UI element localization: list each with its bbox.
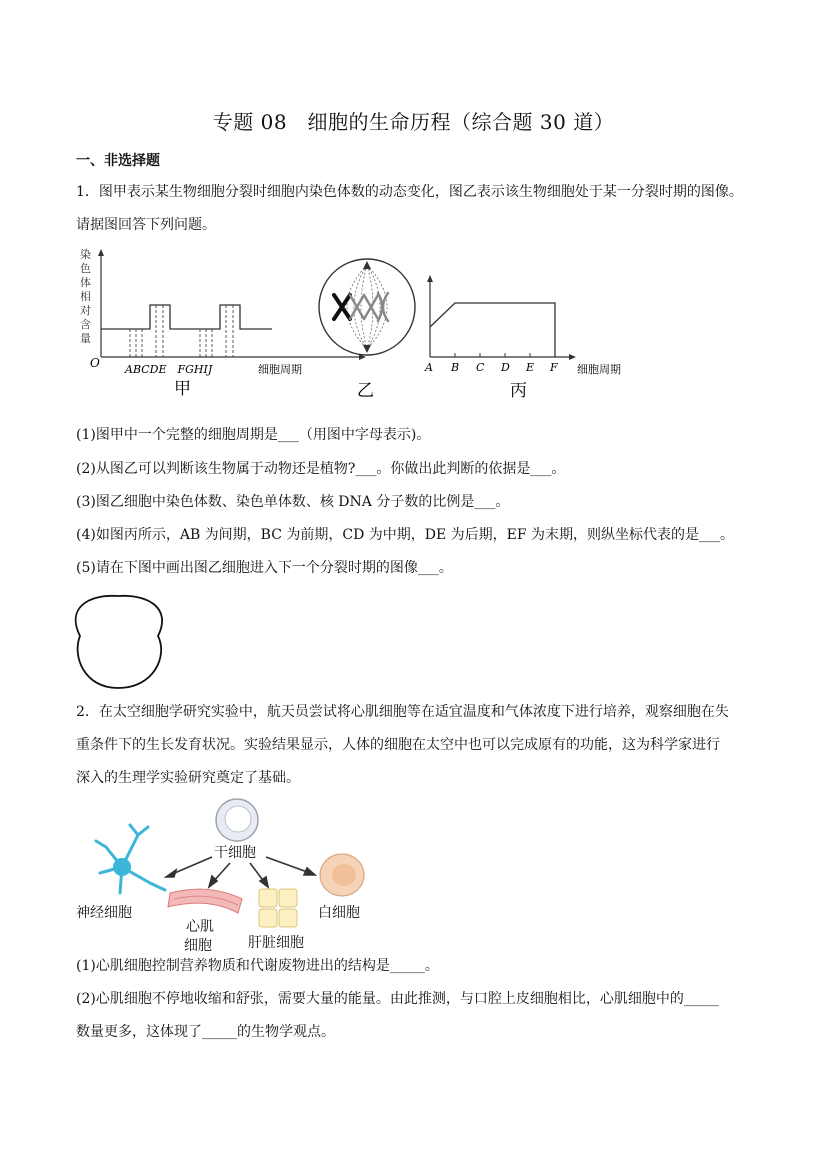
bing-tick-F: F	[550, 361, 558, 374]
neuron-label: 神经细胞	[76, 905, 132, 921]
page-title: 专题 08 细胞的生命历程（综合题 30 道）	[212, 110, 615, 134]
neuron-body	[113, 858, 131, 876]
q2-stem-line3: 深入的生理学实验研究奠定了基础。	[76, 770, 300, 786]
bing-tick-E: E	[526, 361, 535, 374]
bing-tick-D: D	[501, 361, 510, 374]
ylabel-char-1: 色	[80, 262, 91, 275]
cell-membrane	[319, 259, 415, 355]
q1-sub5: (5)请在下图中画出图乙细胞进入下一个分裂时期的图像___。	[76, 560, 453, 576]
bing-caption: 丙	[510, 381, 527, 401]
q2-stem-line1: 2．在太空细胞学研究实验中，航天员尝试将心肌细胞等在适宜温度和气体浓度下进行培养，观察细胞在失	[76, 704, 729, 720]
q1-stem-line1: 1．图甲表示某生物细胞分裂时细胞内染色体数的动态变化，图乙表示该生物细胞处于某一分裂时期的图像。	[76, 184, 743, 200]
wbc-label: 白细胞	[318, 905, 360, 921]
liver-cell-icon	[259, 889, 297, 927]
figure-bing	[424, 275, 621, 401]
bing-tick-A: A	[425, 361, 433, 374]
neuron-icon	[96, 825, 165, 893]
ylabel-char-5: 含	[80, 318, 91, 331]
bing-tick-B: B	[451, 361, 460, 374]
bing-curve	[430, 303, 555, 357]
ylabel-char-2: 体	[80, 276, 91, 289]
jia-xlabel: 细胞周期	[258, 363, 302, 376]
jia-ticks: ABCDE FGHIJ	[125, 363, 213, 376]
cardiac-label-1: 心肌	[186, 919, 214, 935]
ylabel-char-6: 量	[80, 332, 91, 345]
section-heading: 一、非选择题	[76, 153, 160, 169]
q1-sub1: (1)图甲中一个完整的细胞周期是___（用图中字母表示)。	[76, 427, 431, 443]
drawing-cell-outline	[70, 590, 170, 692]
q1-stem-line2: 请据图回答下列问题。	[76, 217, 216, 233]
origin-label: O	[90, 356, 100, 370]
ylabel-char-3: 相	[80, 290, 91, 303]
cardiac-label-2: 细胞	[184, 938, 212, 954]
q2-sub2-line2: 数量更多，这体现了_____的生物学观点。	[76, 1024, 335, 1040]
q1-sub3: (3)图乙细胞中染色体数、染色单体数、核 DNA 分子数的比例是___。	[76, 494, 510, 510]
chromosome-curve	[101, 305, 272, 329]
figure-jia	[80, 247, 366, 399]
q1-sub2: (2)从图乙可以判断该生物属于动物还是植物?___。你做出此判断的依据是___。	[76, 461, 566, 477]
stem-cell-label: 干细胞	[214, 845, 256, 861]
q1-figures	[70, 245, 640, 405]
cardiac-cell-icon	[168, 889, 242, 913]
bing-tick-C: C	[476, 361, 485, 374]
yi-caption: 乙	[357, 381, 374, 401]
q2-figure	[70, 795, 380, 955]
q2-sub1: (1)心肌细胞控制营养物质和代谢废物进出的结构是_____。	[76, 958, 439, 974]
liver-label: 肝脏细胞	[248, 935, 304, 951]
stem-cell-icon	[216, 799, 258, 841]
ylabel-char-0: 染	[80, 248, 91, 261]
q2-sub2-line1: (2)心肌细胞不停地收缩和舒张，需要大量的能量。由此推测，与口腔上皮细胞相比，心肌细胞中的_____	[76, 991, 719, 1007]
ylabel-char-4: 对	[80, 304, 91, 317]
wbc-icon	[320, 854, 364, 896]
figure-yi	[319, 259, 415, 401]
q2-stem-line2: 重条件下的生长发育状况。实验结果显示，人体的细胞在太空中也可以完成原有的功能，这为科学家进行	[76, 737, 720, 753]
jia-caption: 甲	[174, 379, 191, 399]
bing-xlabel: 细胞周期	[577, 363, 621, 376]
q1-sub4: (4)如图丙所示，AB 为间期，BC 为前期，CD 为中期，DE 为后期，EF 为末期，则纵坐标代表的是___。	[76, 527, 735, 543]
